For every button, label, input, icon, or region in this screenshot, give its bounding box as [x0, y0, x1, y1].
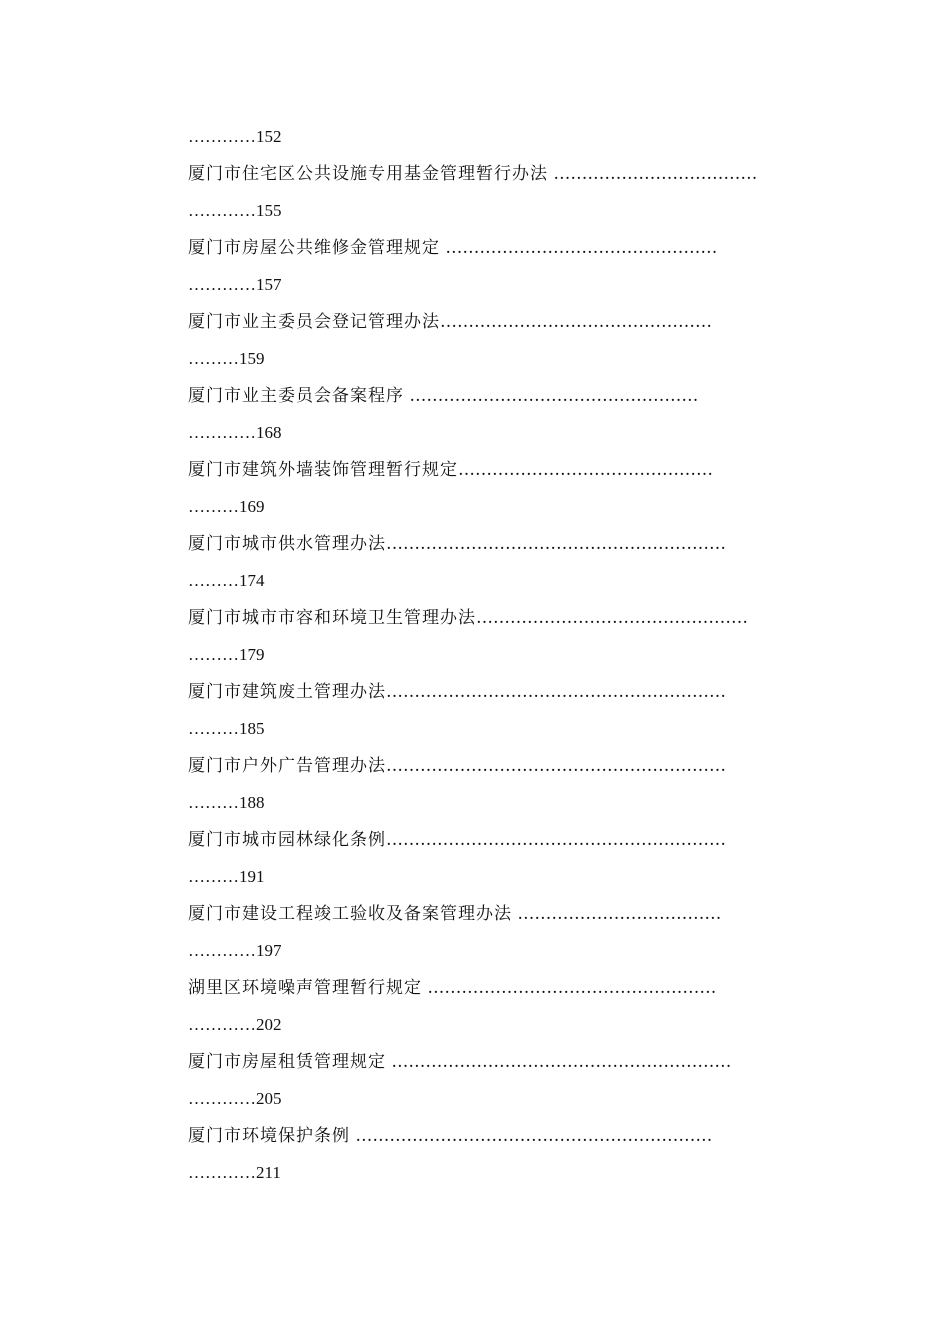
toc-dot-leader: …………………………………………………… — [386, 830, 726, 850]
toc-dot-leader: ………………………………………… — [476, 608, 748, 628]
toc-entry-title-line — [188, 753, 804, 790]
toc-entry-title-line — [188, 383, 804, 420]
toc-entry-page-line — [188, 420, 804, 457]
toc-dot-leader: ………………………………………… — [440, 238, 718, 258]
toc-entry-title: 厦门市户外广告管理办法 — [188, 756, 386, 776]
toc-page-ref: …………157 — [188, 275, 282, 294]
toc-entry-page-line — [188, 790, 804, 827]
toc-entry-title-line — [188, 605, 804, 642]
toc-entry-title-line — [188, 975, 804, 1012]
toc-entry-page-line — [188, 938, 804, 975]
toc-page-ref: ………169 — [188, 497, 265, 516]
toc-entry-title: 厦门市建筑废土管理办法 — [188, 682, 386, 702]
toc-entry-title: 厦门市住宅区公共设施专用基金管理暂行办法 — [188, 164, 548, 184]
toc-entry-page-line — [188, 568, 804, 605]
toc-page-ref: …………155 — [188, 201, 282, 220]
toc-entry-page-line — [188, 642, 804, 679]
toc-page-ref: ………174 — [188, 571, 265, 590]
toc-dot-leader: …………………………………………………… — [386, 534, 726, 554]
toc-dot-leader: …………………………………………………… — [386, 682, 726, 702]
toc-page-ref: ………159 — [188, 349, 265, 368]
toc-entry-title-line — [188, 457, 804, 494]
toc-dot-leader: ……………………………… — [548, 164, 758, 184]
toc-entry-title-line — [188, 531, 804, 568]
toc-dot-leader: …………………………………………………… — [386, 1052, 732, 1072]
toc-entry-page-line — [188, 864, 804, 901]
toc-entry-title: 厦门市业主委员会登记管理办法 — [188, 312, 440, 332]
toc-page-ref: …………168 — [188, 423, 282, 442]
toc-dot-leader: ……………………………… — [512, 904, 722, 924]
toc-entry-title-line — [188, 235, 804, 272]
toc-entry-page-line — [188, 272, 804, 309]
toc-entry-page-line — [188, 1160, 804, 1197]
toc-entry-title-line — [188, 827, 804, 864]
toc-entry-title-line — [188, 309, 804, 346]
toc-entry-title: 厦门市建设工程竣工验收及备案管理办法 — [188, 904, 512, 924]
toc-entry-page-line — [188, 1086, 804, 1123]
toc-entry-title-line — [188, 1123, 804, 1160]
toc-page-ref: …………202 — [188, 1015, 282, 1034]
toc-page-ref: ………179 — [188, 645, 265, 664]
toc-entry-title-line — [188, 901, 804, 938]
toc-page-ref: ………188 — [188, 793, 265, 812]
toc-entry-title: 厦门市建筑外墙装饰管理暂行规定 — [188, 460, 458, 480]
toc-entry-title: 厦门市房屋公共维修金管理规定 — [188, 238, 440, 258]
toc-page-ref: …………197 — [188, 941, 282, 960]
toc-entry-page-line — [188, 716, 804, 753]
toc-page — [188, 124, 804, 1197]
toc-page-ref: …………205 — [188, 1089, 282, 1108]
toc-entry-title-line — [188, 679, 804, 716]
toc-dot-leader: ……………………………………………………… — [350, 1126, 713, 1146]
toc-entry-title: 湖里区环境噪声管理暂行规定 — [188, 978, 422, 998]
toc-page-ref: …………211 — [188, 1163, 281, 1182]
toc-dot-leader: ……………………………………… — [458, 460, 713, 480]
toc-page-ref: …………152 — [188, 127, 282, 146]
toc-entry-page-line — [188, 1012, 804, 1049]
toc-dot-leader: …………………………………………………… — [386, 756, 726, 776]
toc-page-ref: ………185 — [188, 719, 265, 738]
toc-page-ref: ………191 — [188, 867, 265, 886]
toc-entry-title-line — [188, 161, 804, 198]
toc-continuation-line — [188, 124, 804, 161]
toc-entry-title: 厦门市房屋租赁管理规定 — [188, 1052, 386, 1072]
toc-dot-leader: ………………………………………… — [440, 312, 712, 332]
toc-entry-page-line — [188, 198, 804, 235]
toc-entry-title: 厦门市城市供水管理办法 — [188, 534, 386, 554]
toc-entry-title: 厦门市环境保护条例 — [188, 1126, 350, 1146]
toc-entry-title-line — [188, 1049, 804, 1086]
toc-entry-page-line — [188, 346, 804, 383]
toc-entry-page-line — [188, 494, 804, 531]
toc-entry-title: 厦门市业主委员会备案程序 — [188, 386, 404, 406]
toc-entry-title: 厦门市城市园林绿化条例 — [188, 830, 386, 850]
toc-dot-leader: …………………………………………… — [422, 978, 717, 998]
toc-entry-title: 厦门市城市市容和环境卫生管理办法 — [188, 608, 476, 628]
toc-dot-leader: …………………………………………… — [404, 386, 699, 406]
